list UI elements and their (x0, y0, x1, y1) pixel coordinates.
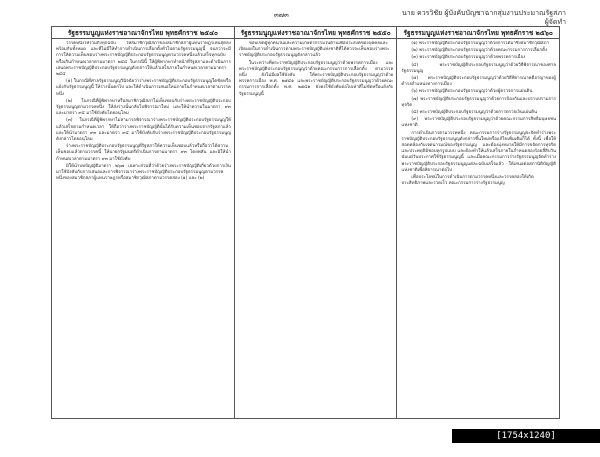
comparison-table (51, 26, 560, 419)
paragraph: (๒) ในกรณีที่ผู้พิพากษาหรือสมาชิกวุฒิสภาไม่เห็นชอบกับร่างพระราชบัญญัติประกอบรัฐธรรมนูญตามวรรคหนึ่ง ให้ส่งร่างนั้นกลับไปพิจารณาใหม่ และให้นำความในมาตรา ๙๓ และมาตรา ๙๔ มาใช้บังคับโดยอนุโลม (56, 98, 231, 117)
paragraph: ในระหว่างที่พระราชบัญญัติประกอบรัฐธรรมนูญว่าด้วยพรรคการเมือง และพระราชบัญญัติประกอบรัฐธรรมนูญว่าด้วยคณะกรรมการการเลือกตั้ง ตามวรรคหนึ่ง ยังไม่มีผลใช้บังคับ ให้พระราชบัญญัติประกอบรัฐธรรมนูญว่าด้วยพรรคการเมือง พ.ศ. ๒๕๔๑ และพระราชบัญญัติประกอบรัฐธรรมนูญว่าด้วยคณะกรรมการการเลือกตั้ง พ.ศ. ๒๕๔๑ ยังคงใช้บังคับต่อไปเท่าที่ไม่ขัดหรือแย้งกับรัฐธรรมนูญนี้ (238, 60, 394, 97)
paragraph: (๑) ในกรณีที่ศาลรัฐธรรมนูญวินิจฉัยว่าร่างพระราชบัญญัติประกอบรัฐธรรมนูญใดขัดหรือแย้งกับรัฐธรรมนูญนี้ ให้ร่างนั้นตกไป และให้ดำเนินการเสนอใหม่ภายในกำหนดเวลาตามวรรคหนึ่ง (56, 79, 231, 97)
column-heading-2540: รัฐธรรมนูญแห่งราชอาณาจักรไทย พุทธศักราช ๒๕๔๐ (52, 27, 235, 39)
paragraph: มิให้นำบทบัญญัติมาตรา ๒๖๗ เฉพาะส่วนที่ว่าด้วยร่างพระราชบัญญัติเกี่ยวด้วยการเงิน มาใช้บังคับกับการเสนอและการพิจารณาร่างพระราชบัญญัติประกอบรัฐธรรมนูญตามวรรคหนึ่งของสมาชิกสภาผู้แทนราษฎรหรือสมาชิกวุฒิสภาตามวรรคสอง (๑) และ (๒) (56, 163, 231, 182)
author-line: นาย ควรวิชัย ผู้บังคับบัญชาฉากสุ่มงานประมาณรัฐสภา (401, 9, 566, 17)
paragraph: (๙) พระราชบัญญัติประกอบรัฐธรรมนูญว่าด้วยคณะกรรมการสิทธิมนุษยชนแห่งชาติ (401, 117, 556, 129)
paragraph: ขอบเขตผู้ทุกคนในและความเกษตรกรรมในด้านเพื่อประสงค์ของบุคคลและเปิดเผยในการดำเนินการตามพระราชบัญญัติแห่งชาติที่ได้ควรจะเห็นชอบร่างพระราชบัญญัติประกอบรัฐธรรมนูญดังกล่าวแล้ว (238, 41, 390, 59)
paragraph: (๑) พระราชบัญญัติประกอบรัฐธรรมนูญว่าด้วยการได้มาซึ่งสมาชิกวุฒิสภา (411, 41, 549, 46)
watermark-label: [1754x1240] https://upic.me/ (452, 429, 600, 443)
column-heading-2560: รัฐธรรมนูญแห่งราชอาณาจักรไทย พุทธศักราช ๒๕๖๐ (397, 27, 560, 39)
paragraph: เพื่อประโยชน์ในการดำเนินการตามวรรคหนึ่งและวรรคสองให้เกิดประสิทธิภาพและรวดเร็ว คณะกรรมการร่างรัฐธรรมนูญ (401, 175, 534, 187)
paragraph: วรรคหนึ่งให้ร่วมถึงทุกฉบับ ให้สมาชิกวุฒิสภาของสมาชิกสภาผู้แทนราษฎรเห็นสุดลงพร้อมกับทั้งหมด และที่ไม่มีให้ทำการดำเนินการเลือกตั้งทั่วไปตามรัฐธรรมนูญนี้ จนกว่าจะมีการให้ความเห็นชอบร่างพระราชบัญญัติประกอบรัฐธรรมนูญตามวรรคหนึ่งแล้วเสร็จทุกฉบับหรือเกินกำหนดเวลาตามมาตรา ๒๔๔ ในกรณีนี้ ให้ผู้พิพากษาทำหน้าที่รัฐสภาและดำเนินการเสนอพระราชบัญญัติประกอบรัฐธรรมนูญดังกล่าวให้แล้วเสร็จภายในกำหนดเวลาตามมาตรา ๒๔๔ (56, 41, 231, 78)
page-number: ๓๗๓ (274, 11, 289, 19)
column-2560 (397, 39, 560, 419)
paragraph: ร่างพระราชบัญญัติประกอบรัฐธรรมนูญที่รัฐสภาให้ความเห็นชอบแล้วหรือถือว่าได้ความเห็นชอบแล้วตามวรรคนี้ ให้นายกรัฐมนตรีดำเนินการตามมาตรา ๙๓ โดยพลัน และมิให้นำกำหนดเวลาตามมาตรา ๙๓ มาใช้บังคับ (56, 144, 231, 162)
column-2550 (234, 39, 397, 419)
column-2540 (52, 39, 235, 419)
paragraph: (๓) พระราชบัญญัติประกอบรัฐธรรมนูญว่าด้วยพรรคการเมือง (411, 55, 526, 61)
author-note (376, 9, 566, 27)
header-row (52, 27, 560, 39)
paragraph: (๘) พระราชบัญญัติประกอบรัฐธรรมนูญว่าด้วยการตรวจเงินแผ่นดิน (411, 110, 538, 116)
paragraph: การดำเนินการตามวรรคหนึ่ง คณะกรรมการร่างรัฐธรรมนูญจะจัดทำร่างพระราชบัญญัติประกอบรัฐธรรมนูญดังกล่าวขึ้นใหม่หรือแก้ไขเพิ่มเติมก็ได้ ทั้งนี้ เพื่อให้สอดคล้องกับเจตนารมณ์ของรัฐธรรมนูญ และต้องมุ่งหมายให้มีการขจัดการทุจริตและประพฤติมิชอบทุกรูปแบบ และต้องทำให้แล้วเสร็จภายในกำหนดสองร้อยสี่สิบวันนับแต่วันประกาศใช้รัฐธรรมนูญนี้ และเมื่อคณะกรรมการร่างรัฐธรรมนูญจัดทำร่างพระราชบัญญัติประกอบรัฐธรรมนูญแต่ละฉบับเสร็จแล้ว ให้เสนอต่อสภานิติบัญญัติแห่งชาติเพื่อพิจารณาต่อไป (401, 130, 556, 173)
paragraph: (๔) พระราชบัญญัติประกอบรัฐธรรมนูญว่าด้วยวิธีพิจารณาของศาลรัฐธรรมนูญ (401, 62, 556, 74)
paragraph: (๗) พระราชบัญญัติประกอบรัฐธรรมนูญว่าด้วยการป้องกันและปราบปรามการทุจริต (401, 96, 556, 108)
paragraph: (๖) พระราชบัญญัติประกอบรัฐธรรมนูญว่าด้วยผู้ตรวจการแผ่นดิน (411, 89, 533, 95)
paragraph: (๓) ในกรณีที่ผู้พิพากษาไม่สามารถพิจารณาร่างพระราชบัญญัติประกอบรัฐธรรมนูญให้แล้วเสร็จตามกำหนดเวลา ให้ถือว่าร่างพระราชบัญญัตินั้นได้รับความเห็นชอบจากรัฐสภาแล้ว และให้นำมาตรา ๙๓ และมาตรา ๙๔ มาใช้บังคับกับร่างพระราชบัญญัติประกอบรัฐธรรมนูญดังกล่าวโดยอนุโลม (56, 118, 231, 143)
author-role: ผู้จัดทำ (544, 18, 566, 26)
paragraph: (๒) พระราชบัญญัติประกอบรัฐธรรมนูญว่าด้วยคณะกรรมการการเลือกตั้ง (411, 48, 547, 54)
paragraph: (๕) พระราชบัญญัติประกอบรัฐธรรมนูญว่าด้วยวิธีพิจารณาคดีอาญาของผู้ดำรงตำแหน่งทางการเมือง (401, 76, 556, 88)
content-row (52, 39, 560, 419)
column-heading-2550: รัฐธรรมนูญแห่งราชอาณาจักรไทย พุทธศักราช ๒๕๕๐ (234, 27, 397, 39)
